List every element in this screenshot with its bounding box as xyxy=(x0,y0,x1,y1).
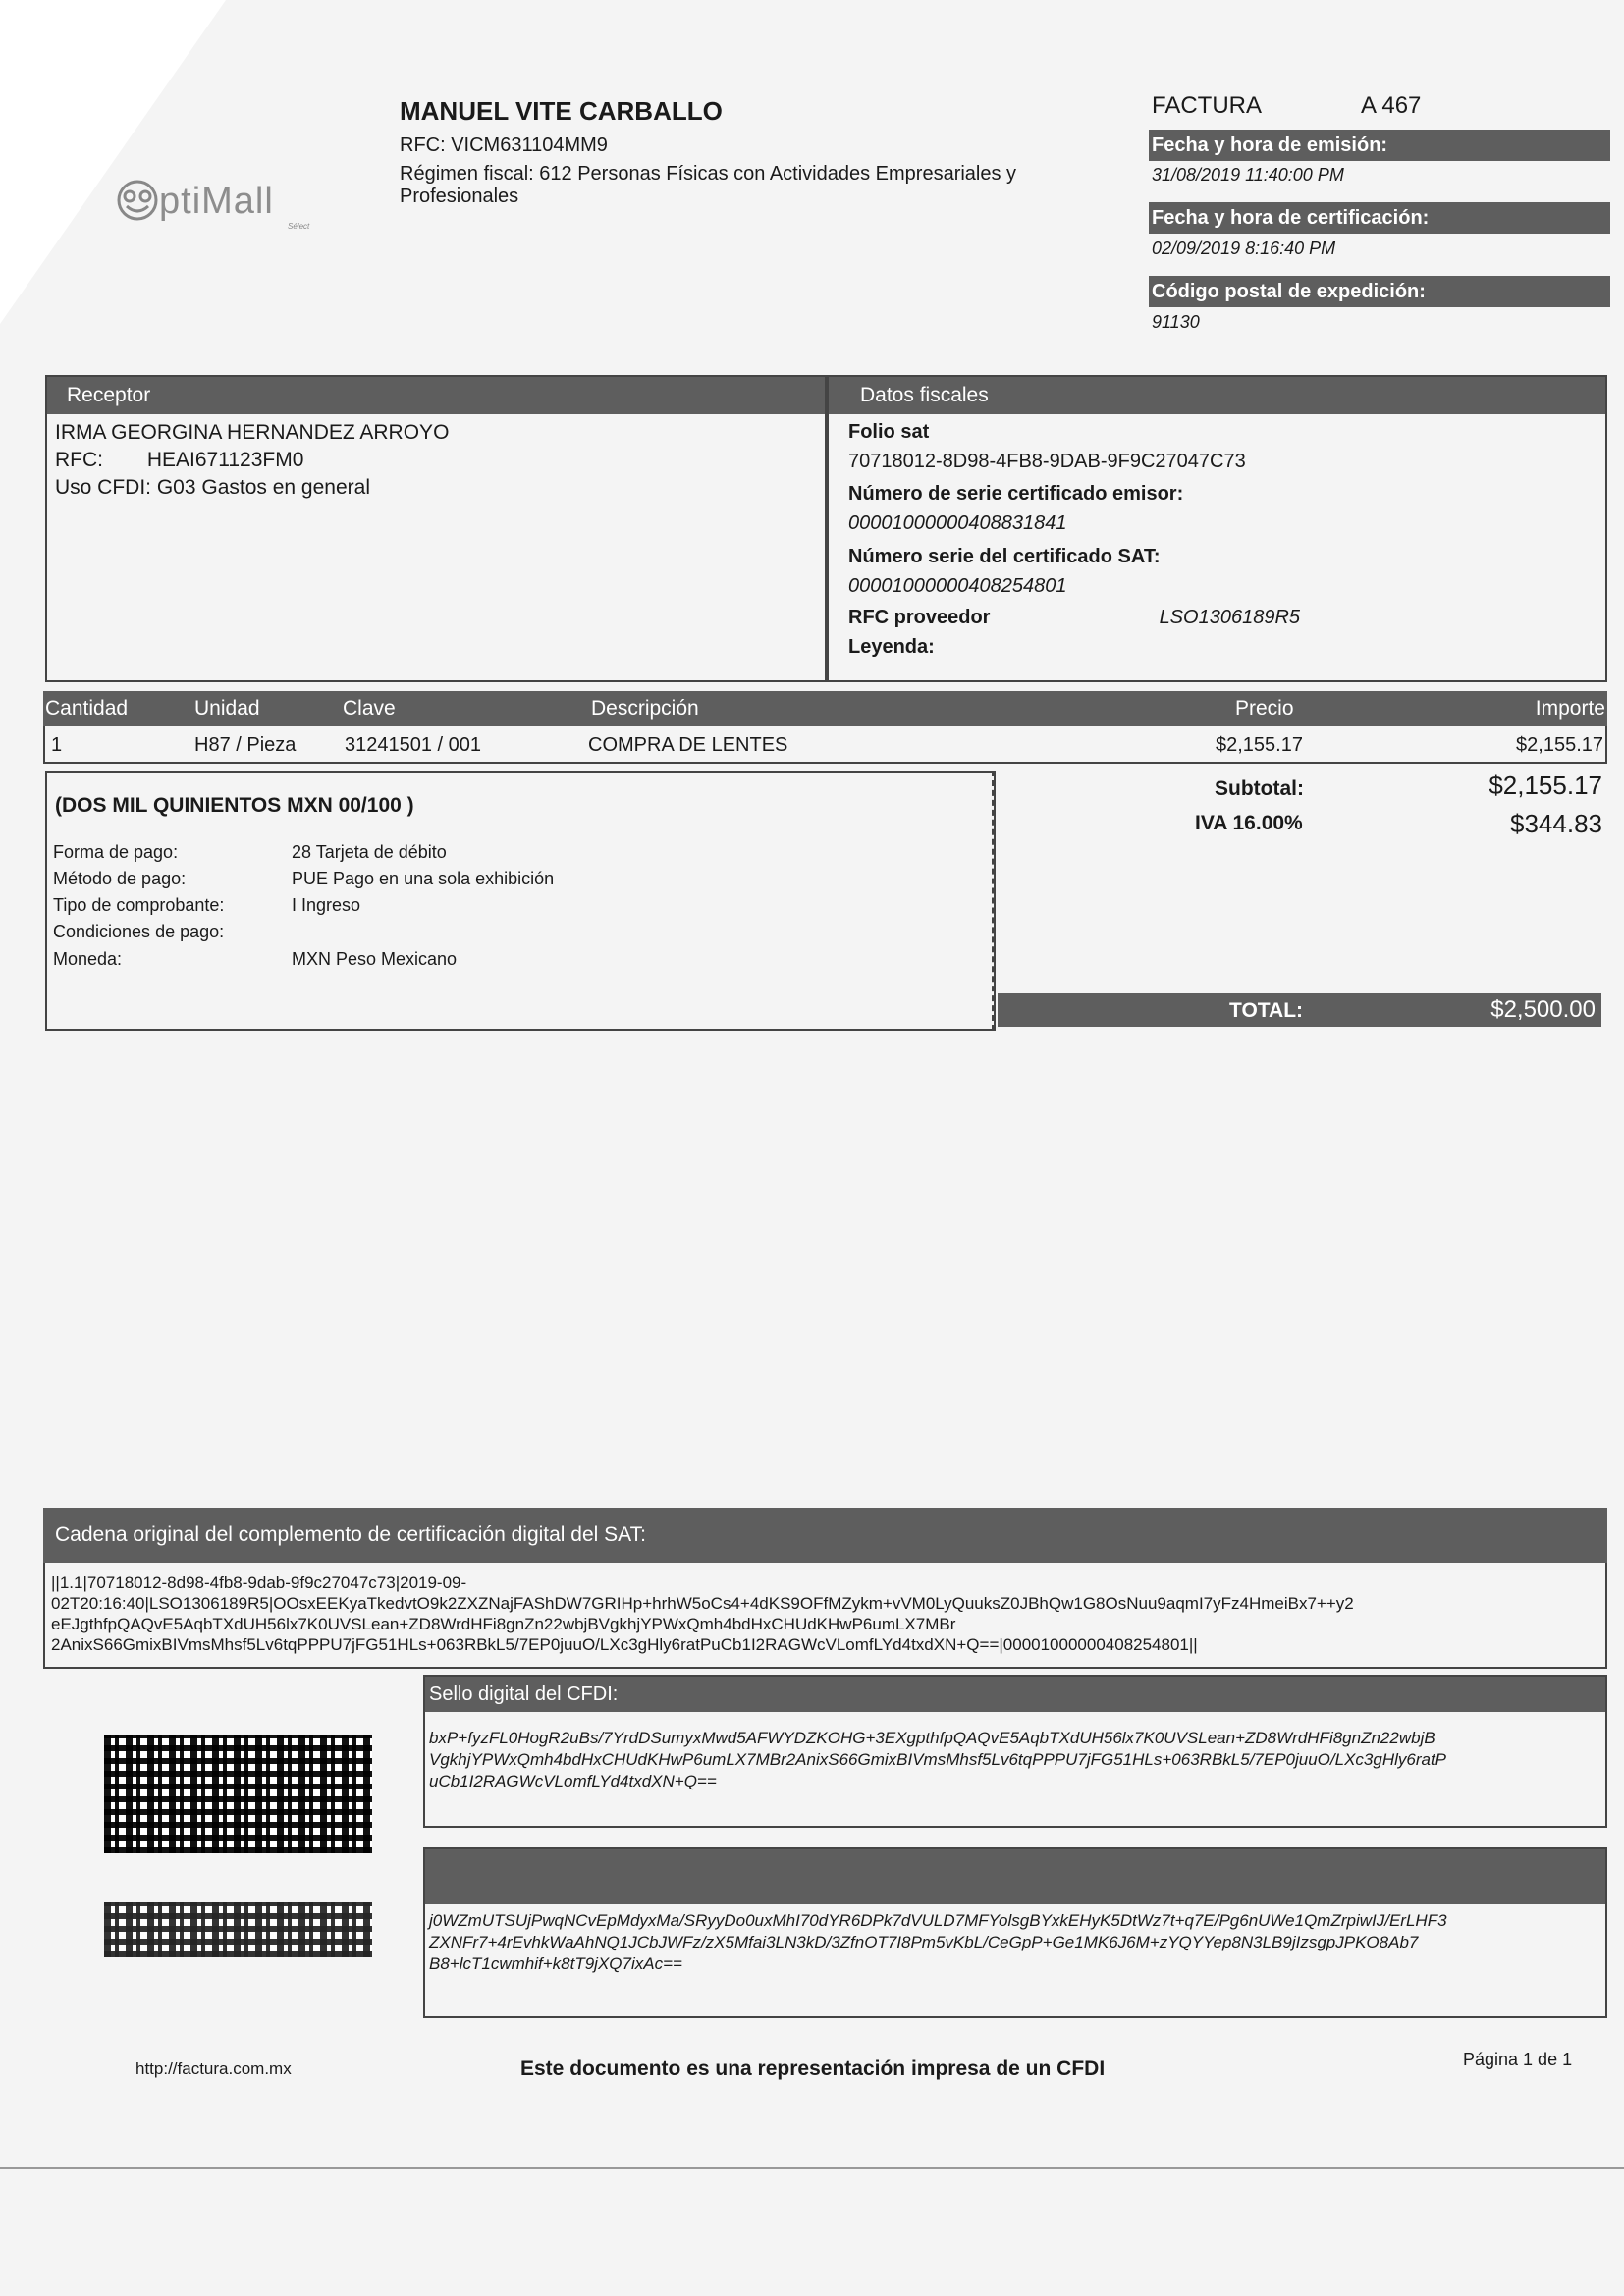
cadena-line-4: 2AnixS66GmixBIVmsMhsf5Lv6tqPPPU7jFG51HLs+063RBkL5/7EP0juuO/LXc3gHly6ratPuCb1I2RAGWcVLomfLYd4txdXN+Q==|00001000000408254801|| xyxy=(51,1635,1198,1654)
row-cantidad: 1 xyxy=(51,734,63,756)
receptor-header: Receptor xyxy=(47,377,825,414)
total-value: $2,500.00 xyxy=(1490,996,1596,1023)
issuer-rfc: RFC: VICM631104MM9 xyxy=(400,134,608,156)
sello-digital-header: Sello digital del CFDI: xyxy=(425,1677,1605,1712)
col-cantidad: Cantidad xyxy=(45,697,129,720)
payment-info-section xyxy=(45,771,996,1031)
forma-pago-label: Forma de pago: xyxy=(53,842,179,862)
sello-line-3: uCb1I2RAGWcVLomfLYd4txdXN+Q== xyxy=(429,1772,717,1790)
subtotal-value: $2,155.17 xyxy=(1489,771,1602,800)
postal-code-value: 91130 xyxy=(1152,312,1200,332)
tipo-comprobante-value: I Ingreso xyxy=(292,895,361,915)
cadena-original-content xyxy=(43,1563,1607,1669)
sello-sat-header xyxy=(425,1849,1605,1904)
sello-sat-line-2: ZXNFr7+4rEvhkWaAhNQ1JCbJWFz/zX5Mfai3LN3kD/3ZfnOT7I8Pm5vKbL/CeGpP+Ge1MK6J6M+zYQYYep8N3LB9jIzsgpJPKO8Ab7 xyxy=(429,1933,1419,1951)
rfc-proveedor-row xyxy=(848,603,1605,632)
sello-digital-section xyxy=(423,1675,1607,1828)
cadena-line-2: 02T20:16:40|LSO1306189R5|OOsxEEKyaTkedvtO9k2ZXZNajFAShDW7GRIHp+hrhW5oCs4+4dKS9OFfMZykm+vVM0LyQuuksZ0JBhQw1G8OsNuu9aqmI7yFz4HmeiBx7++y2 xyxy=(51,1594,1354,1613)
receptor-rfc-label: RFC: xyxy=(55,449,103,471)
total-bar xyxy=(998,993,1601,1027)
col-precio: Precio xyxy=(1235,697,1294,720)
emission-date-value: 31/08/2019 11:40:00 PM xyxy=(1152,165,1344,185)
receptor-section xyxy=(45,375,827,682)
page-bottom-edge xyxy=(0,2167,1624,2169)
sat-cert-serial-label: Número serie del certificado SAT: xyxy=(848,546,1161,567)
footer-note: Este documento es una representación impresa de un CFDI xyxy=(520,2057,1106,2080)
totals-divider xyxy=(992,771,994,1031)
folio-sat-value: 70718012-8D98-4FB8-9DAB-9F9C27047C73 xyxy=(848,451,1246,472)
col-unidad: Unidad xyxy=(194,697,260,720)
iva-label: IVA 16.00% xyxy=(1195,812,1303,834)
postal-code-label: Código postal de expedición: xyxy=(1149,276,1610,307)
metodo-pago-label: Método de pago: xyxy=(53,869,187,888)
amount-in-words: (DOS MIL QUINIENTOS MXN 00/100 ) xyxy=(55,794,414,817)
invoice-type: FACTURA xyxy=(1152,92,1263,119)
col-descripcion: Descripción xyxy=(591,697,699,720)
qr-code-lower xyxy=(104,1902,372,1957)
logo-subtext: Sélect xyxy=(288,222,310,231)
sat-cert-serial-value: 00001000000408254801 xyxy=(848,575,1067,597)
sello-sat-section xyxy=(423,1847,1607,2018)
moneda-label: Moneda: xyxy=(53,949,123,969)
tipo-comprobante-label: Tipo de comprobante: xyxy=(53,895,225,915)
certification-date-label: Fecha y hora de certificación: xyxy=(1149,202,1610,234)
iva-value: $344.83 xyxy=(1510,809,1602,838)
receptor-uso-cfdi: Uso CFDI: G03 Gastos en general xyxy=(55,476,370,499)
cadena-line-3: eEJgthfpQAQvE5AqbTXdUH56lx7K0UVSLean+ZD8WrdHFi8gnZn22wbjBVgkhjYPWxQmh4bdHxCHUdKHwP6umLX7MBr xyxy=(51,1615,956,1633)
logo-text: ptiMall xyxy=(159,181,274,222)
emisor-cert-serial-value: 00001000000408831841 xyxy=(848,512,1067,534)
issuer-regimen: Régimen fiscal: 612 Personas Físicas con Actividades Empresariales y xyxy=(400,163,1017,185)
footer-url[interactable]: http://factura.com.mx xyxy=(135,2059,292,2078)
receptor-name: IRMA GEORGINA HERNANDEZ ARROYO xyxy=(55,421,450,444)
rfc-proveedor-value: LSO1306189R5 xyxy=(1159,607,1301,628)
issuer-regimen-cont: Profesionales xyxy=(400,186,519,207)
row-importe: $2,155.17 xyxy=(1516,734,1603,756)
sello-sat-line-3: B8+lcT1cwmhif+k8tT9jXQ7ixAc== xyxy=(429,1954,682,1973)
row-unidad: H87 / Pieza xyxy=(194,734,297,756)
cadena-original-header: Cadena original del complemento de certificación digital del SAT: xyxy=(43,1508,1607,1563)
footer-page: Página 1 de 1 xyxy=(1463,2050,1573,2069)
col-importe: Importe xyxy=(1535,697,1605,720)
sello-sat-line-1: j0WZmUTSUjPwqNCvEpMdyxMa/SRyyDo0uxMhI70dYR6DPk7dVULD7MFYolsgBYxkEHyK5DtWz7t+q7E/Pg6nUWe1QmZrpiwIJ/ErLHF3 xyxy=(429,1911,1447,1930)
issuer-name: MANUEL VITE CARBALLO xyxy=(400,96,723,126)
emisor-cert-serial-label: Número de serie certificado emisor: xyxy=(848,483,1184,505)
invoice-number: A 467 xyxy=(1361,92,1422,119)
col-clave: Clave xyxy=(343,697,396,720)
metodo-pago-value: PUE Pago en una sola exhibición xyxy=(292,869,555,888)
rfc-proveedor-label: RFC proveedor xyxy=(848,607,991,628)
fiscal-data-section xyxy=(827,375,1607,682)
receptor-rfc-row xyxy=(55,447,825,474)
receptor-rfc-value: HEAI671123FM0 xyxy=(146,449,304,471)
leyenda-label: Leyenda: xyxy=(848,636,935,658)
moneda-value: MXN Peso Mexicano xyxy=(292,949,458,969)
subtotal-label: Subtotal: xyxy=(1215,777,1304,800)
row-descripcion: COMPRA DE LENTES xyxy=(588,734,788,756)
condiciones-pago-label: Condiciones de pago: xyxy=(53,922,225,941)
issuer-block xyxy=(400,96,1126,208)
sello-line-1: bxP+fyzFL0HogR2uBs/7YrdDSumyxMwd5AFWYDZKOHG+3EXgpthfpQAQvE5AqbTXdUH56lx7K0UVSLean+ZD8WrdHFi8gnZn22wbjB xyxy=(429,1729,1435,1747)
smile-glasses-icon xyxy=(116,179,159,222)
row-clave: 31241501 / 001 xyxy=(345,734,482,756)
fiscal-data-header: Datos fiscales xyxy=(829,377,1605,414)
cadena-line-1: ||1.1|70718012-8d98-4fb8-9dab-9f9c27047c73|2019-09- xyxy=(51,1574,467,1592)
items-table-body xyxy=(43,726,1607,764)
row-precio: $2,155.17 xyxy=(1216,734,1303,756)
page-fold-corner xyxy=(0,0,226,324)
emission-date-label: Fecha y hora de emisión: xyxy=(1149,130,1610,161)
sello-line-2: VgkhjYPWxQmh4bdHxCHUdKHwP6umLX7MBr2AnixS66GmixBIVmsMhsf5Lv6tqPPPU7jFG51HLs+063RBkL5/7EP0juuO/LXc3gHly6ratP xyxy=(429,1750,1447,1769)
forma-pago-value: 28 Tarjeta de débito xyxy=(292,842,447,862)
total-label: TOTAL: xyxy=(1229,999,1304,1022)
qr-code xyxy=(104,1735,372,1853)
table-row xyxy=(45,726,1605,762)
company-logo xyxy=(116,175,322,234)
folio-sat-label: Folio sat xyxy=(848,421,930,443)
certification-date-value: 02/09/2019 8:16:40 PM xyxy=(1152,239,1336,258)
items-table-header xyxy=(43,691,1607,726)
